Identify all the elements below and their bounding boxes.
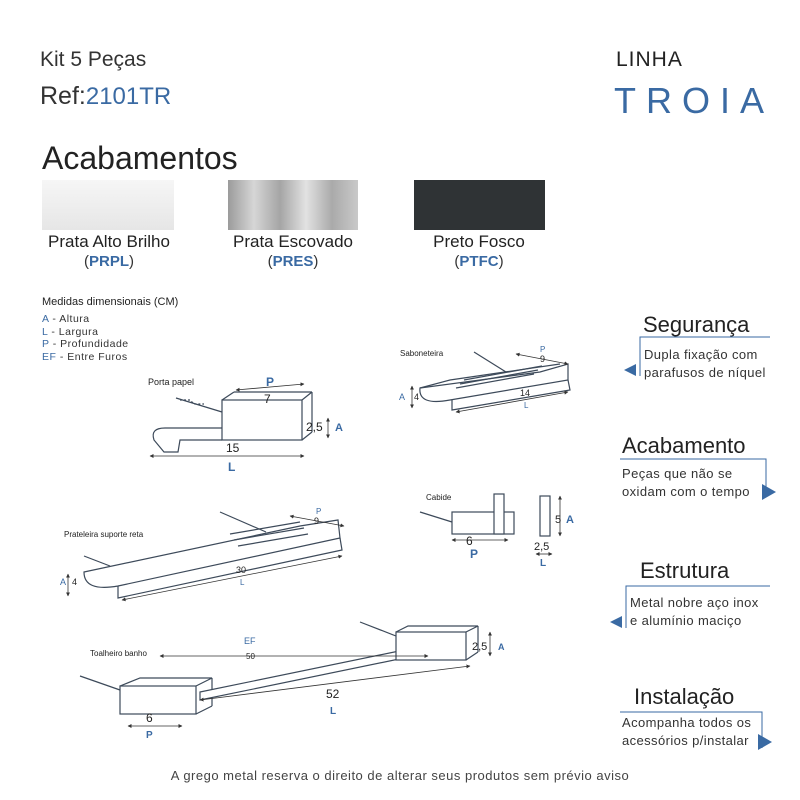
toalheiro-ef-value: 50 bbox=[246, 652, 255, 661]
cabide-p-value: 6 bbox=[466, 534, 473, 548]
finish-code-value: PTFC bbox=[459, 253, 499, 270]
porta-papel-p-key: P bbox=[266, 375, 275, 389]
cabide-label: Cabide bbox=[426, 493, 452, 502]
ref-code: 2101TR bbox=[85, 83, 172, 110]
arrow-left-icon bbox=[624, 364, 636, 376]
toalheiro-p-key: P bbox=[146, 730, 153, 741]
porta-papel-l-value: 15 bbox=[226, 441, 240, 455]
prateleira-p-value: 9 bbox=[314, 516, 320, 526]
saboneteira-l-key: L bbox=[524, 401, 529, 410]
finish-code-value: PRES bbox=[272, 253, 314, 270]
finish-code-value: PRPL bbox=[88, 253, 129, 270]
legend-item: EF - Entre Furos bbox=[42, 350, 128, 363]
saboneteira-label: Saboneteira bbox=[400, 349, 444, 358]
arrow-right-icon bbox=[758, 734, 772, 750]
cabide-l-value: 2,5 bbox=[534, 541, 550, 553]
toalheiro-a-key: A bbox=[498, 642, 505, 652]
finish-name: Preto Fosco bbox=[433, 232, 525, 251]
dimensions-title: Medidas dimensionais (CM) bbox=[42, 296, 179, 308]
saboneteira-l-value: 14 bbox=[520, 388, 531, 398]
feature-text-instalacao: Acompanha todos os acessórios p/instalar bbox=[622, 715, 752, 748]
arrow-right-icon bbox=[762, 484, 776, 500]
toalheiro-l-key: L bbox=[330, 706, 337, 717]
porta-papel-p-value: 7 bbox=[264, 392, 271, 406]
ref-label: Ref: bbox=[40, 82, 86, 110]
footer-disclaimer: A grego metal reserva o direito de alterar seus produtos sem prévio aviso bbox=[170, 768, 630, 783]
feature-text-estrutura: Metal nobre aço inox e alumínio maciço bbox=[630, 595, 759, 628]
porta-papel-a-key: A bbox=[335, 422, 343, 434]
prateleira-l-value: 30 bbox=[236, 565, 247, 575]
saboneteira-drawing bbox=[420, 352, 570, 410]
porta-papel-a-value: 2,5 bbox=[306, 420, 323, 434]
prateleira-a-value: 4 bbox=[72, 577, 78, 587]
line-label: LINHA bbox=[616, 48, 683, 71]
feature-text-acabamento: Peças que não se oxidam com o tempo bbox=[622, 466, 750, 499]
toalheiro-p-value: 6 bbox=[146, 711, 153, 725]
feature-title-estrutura: Estrutura bbox=[640, 558, 730, 583]
finish-name: Prata Alto Brilho bbox=[48, 232, 170, 251]
legend-item: A - Altura bbox=[42, 313, 90, 325]
saboneteira-a-key: A bbox=[399, 392, 406, 402]
legend-item: P - Profundidade bbox=[42, 338, 129, 350]
finish-code: (PRES) bbox=[267, 253, 319, 270]
cabide-p-key: P bbox=[470, 547, 479, 561]
cabide-a-key: A bbox=[566, 514, 574, 526]
arrow-left-icon bbox=[610, 616, 622, 628]
finish-code: (PRPL) bbox=[83, 253, 134, 270]
saboneteira-p-value: 9 bbox=[540, 354, 546, 364]
toalheiro-l-value: 52 bbox=[326, 687, 340, 701]
kit-title: Kit 5 Peças bbox=[40, 48, 147, 71]
cabide-a-value: 5 bbox=[555, 514, 562, 526]
prateleira-drawing bbox=[84, 512, 342, 598]
feature-title-instalacao: Instalação bbox=[634, 684, 735, 709]
finish-name: Prata Escovado bbox=[232, 232, 353, 251]
feature-text-seguranca: Dupla fixação com parafusos de níquel bbox=[644, 347, 766, 380]
finish-code: (PTFC) bbox=[454, 253, 504, 270]
line-name: TROIA bbox=[614, 80, 775, 121]
toalheiro-label: Toalheiro banho bbox=[90, 649, 147, 658]
saboneteira-p-key: P bbox=[540, 345, 546, 354]
prateleira-label: Prateleira suporte reta bbox=[64, 530, 144, 539]
finishes-title: Acabamentos bbox=[42, 140, 238, 176]
legend-item: L - Largura bbox=[42, 325, 99, 338]
saboneteira-a-value: 4 bbox=[414, 392, 420, 402]
prateleira-a-key: A bbox=[60, 577, 67, 587]
prateleira-l-key: L bbox=[240, 578, 245, 587]
toalheiro-a-value: 2,5 bbox=[472, 641, 488, 653]
feature-title-acabamento: Acabamento bbox=[622, 433, 746, 458]
toalheiro-ef-key: EF bbox=[244, 636, 256, 646]
toalheiro-drawing bbox=[80, 622, 478, 714]
prateleira-p-key: P bbox=[316, 507, 322, 516]
feature-title-seguranca: Segurança bbox=[643, 312, 750, 337]
cabide-l-key: L bbox=[540, 558, 547, 569]
porta-papel-label: Porta papel bbox=[148, 377, 195, 387]
porta-papel-l-key: L bbox=[228, 460, 236, 474]
